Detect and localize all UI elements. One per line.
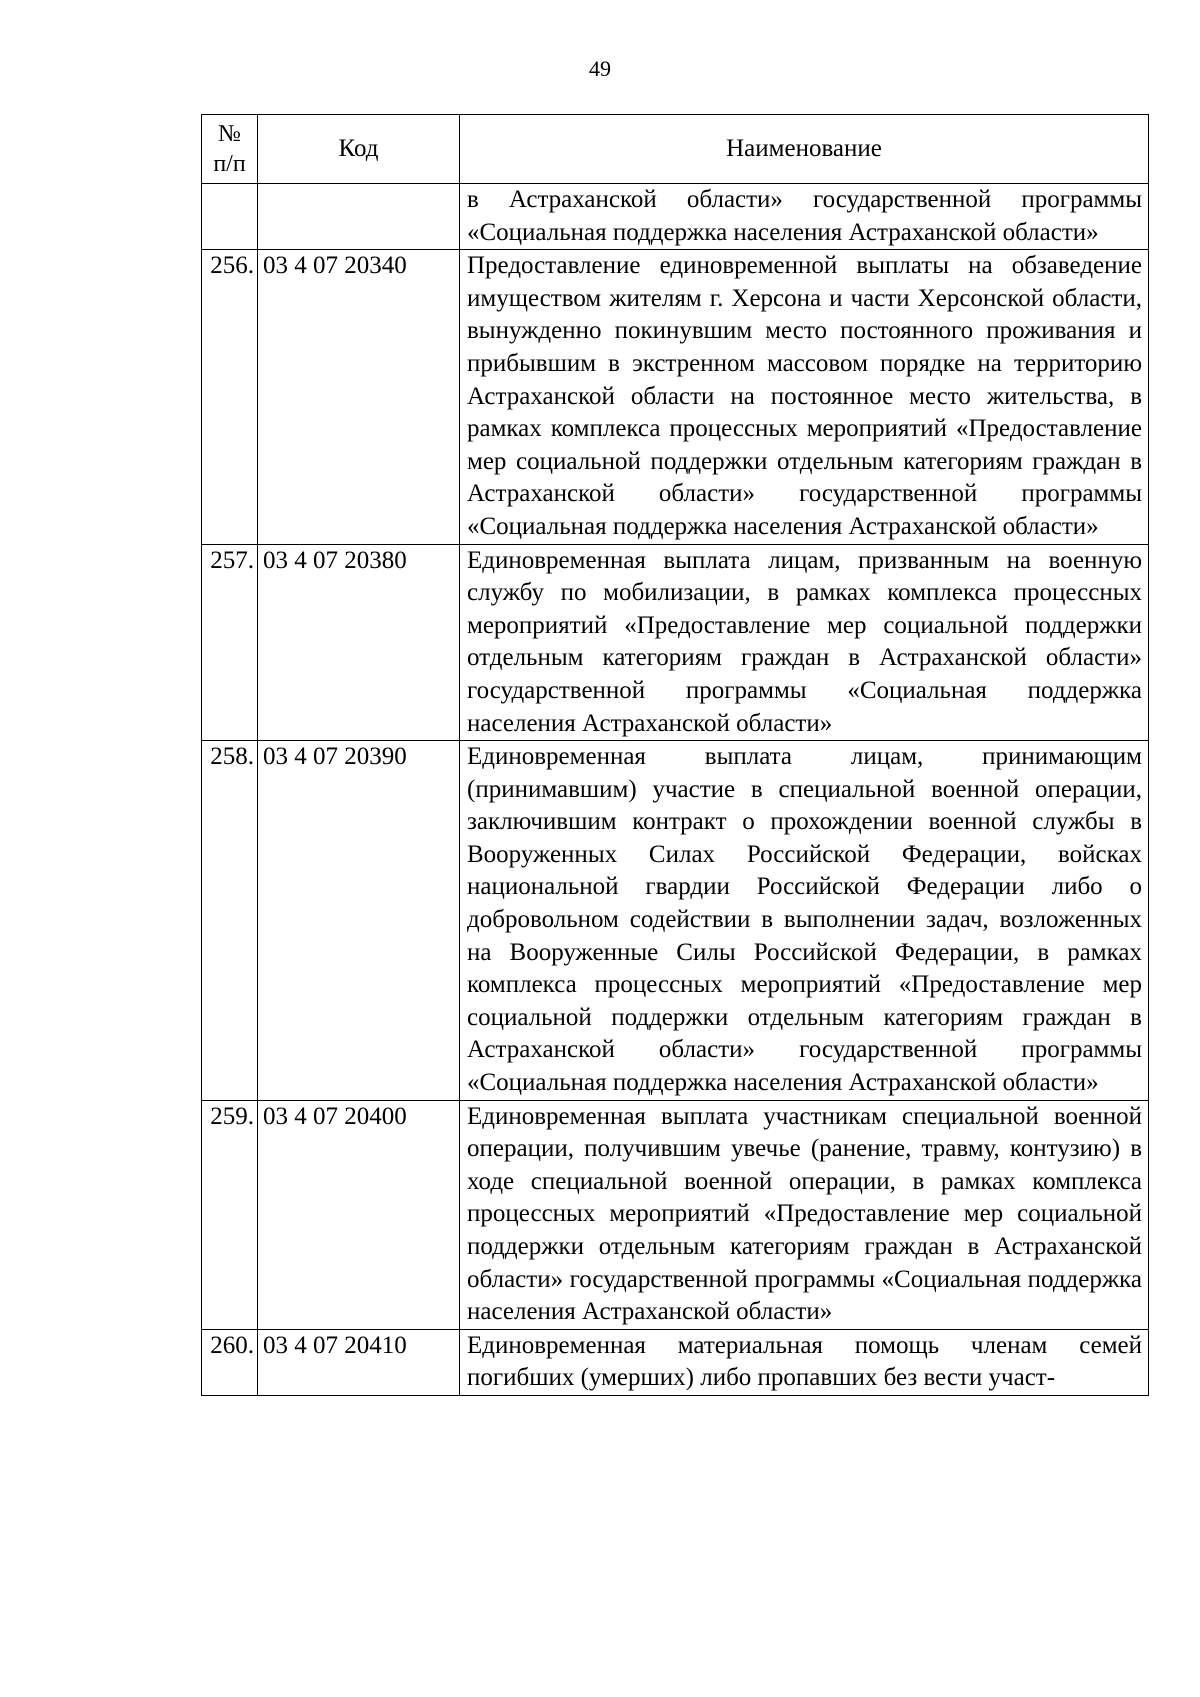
row-number xyxy=(202,184,258,250)
row-code: 03 4 07 20340 xyxy=(258,250,460,544)
row-number: 260. xyxy=(202,1329,258,1395)
table-row xyxy=(202,741,1149,1101)
budget-classification-table xyxy=(201,114,1149,1396)
row-number: 258. xyxy=(202,741,258,1101)
table-body xyxy=(202,184,1149,1396)
row-name: Единовременная выплата лицам, принимающим (принимавшим) участие в специальной военной операции, заключившим контракт о прохождении военной службы в Вооруженных Силах Российской Федерации, войсках национальной гвардии Российской Федерации либо о добровольном содействии в выполнении задач, возложенных на Вооруженные Силы Российской Федерации, в рамках комплекса процессных мероприятий «Предоставление мер социальной поддержки отдельным категориям граждан в Астраханской области» государственной программы «Социальная поддержка населения Астраханской области» xyxy=(460,741,1149,1101)
row-name: Единовременная выплата лицам, призванным на военную службу по мобилизации, в рамках комплекса процессных мероприятий «Предоставление мер социальной поддержки отдельным категориям граждан в Астраханской области» государственной программы «Социальная поддержка населения Астраханской области» xyxy=(460,544,1149,741)
row-name: Предоставление единовременной выплаты на обзаведение имуществом жителям г. Херсона и части Херсонской области, вынужденно покинувшим место постоянного проживания и прибывшим в экстренном массовом порядке на территорию Астраханской области на постоянное место жительства, в рамках комплекса процессных мероприятий «Предоставление мер социальной поддержки отдельным категориям граждан в Астраханской области» государственной программы «Социальная поддержка населения Астраханской области» xyxy=(460,250,1149,544)
page-number: 49 xyxy=(589,56,611,81)
header-num-symbol: № xyxy=(218,121,241,147)
header-num xyxy=(202,115,258,184)
row-code: 03 4 07 20380 xyxy=(258,544,460,741)
table-row xyxy=(202,1329,1149,1395)
row-name: в Астраханской области» государственной программы «Социальная поддержка населения Астраханской области» xyxy=(460,184,1149,250)
header-name: Наименование xyxy=(460,115,1149,184)
table-row xyxy=(202,250,1149,544)
header-num-abbrev: п/п xyxy=(213,151,246,177)
table-header-row xyxy=(202,115,1149,184)
header-code: Код xyxy=(258,115,460,184)
row-code xyxy=(258,184,460,250)
row-name: Единовременная выплата участникам специальной военной операции, получившим увечье (ранение, травму, контузию) в ходе специальной военной операции, в рамках комплекса процессных мероприятий «Предоставление мер социальной поддержки отдельным категориям граждан в Астраханской области» государственной программы «Социальная поддержка населения Астраханской области» xyxy=(460,1100,1149,1329)
table-row xyxy=(202,184,1149,250)
table-row xyxy=(202,1100,1149,1329)
row-number: 259. xyxy=(202,1100,258,1329)
row-number: 257. xyxy=(202,544,258,741)
table-row xyxy=(202,544,1149,741)
row-name: Единовременная материальная помощь членам семей погибших (умерших) либо пропавших без вести участ- xyxy=(460,1329,1149,1395)
row-code: 03 4 07 20410 xyxy=(258,1329,460,1395)
table-header xyxy=(202,115,1149,184)
row-code: 03 4 07 20390 xyxy=(258,741,460,1101)
row-number: 256. xyxy=(202,250,258,544)
row-code: 03 4 07 20400 xyxy=(258,1100,460,1329)
